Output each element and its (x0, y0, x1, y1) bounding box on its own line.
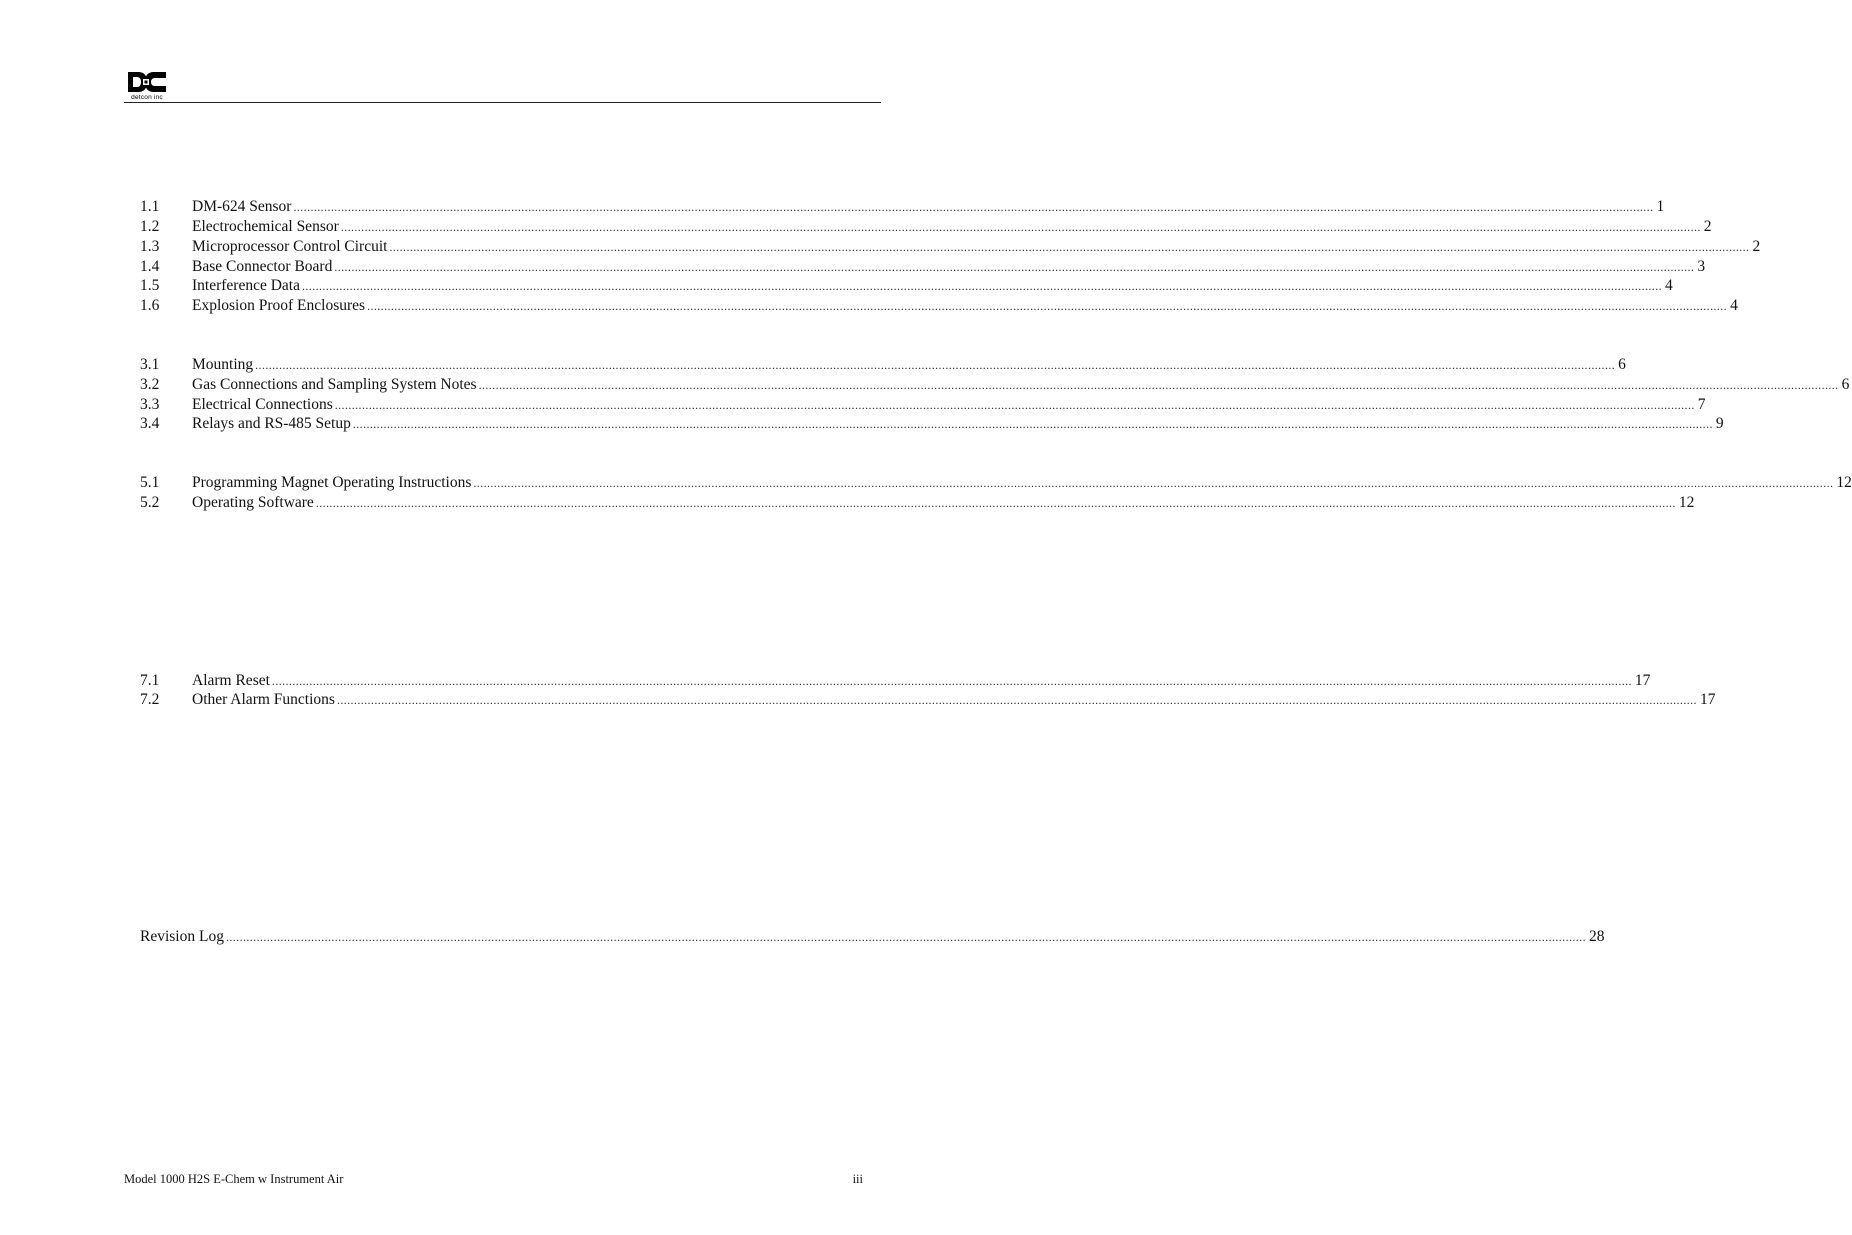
toc-leader-dots: ................................................................................................................................................................................................................................................................................................................................................................................................................ (255, 358, 1616, 372)
toc-section-title: Microprocessor Control Circuit (192, 238, 388, 255)
toc-section-number: 1.3 (140, 238, 160, 255)
toc-section-number: 1.1 (140, 198, 160, 215)
toc-section-number: 5.1 (140, 474, 160, 491)
toc-entry[interactable] (140, 217, 1712, 237)
toc-entry[interactable] (140, 355, 1626, 375)
toc-section-title: Alarm Reset (192, 672, 270, 689)
toc-entry[interactable] (140, 197, 1665, 217)
toc-leader-dots: ................................................................................................................................................................................................................................................................................................................................................................................................................ (225, 930, 1586, 944)
toc-page-number: 28 (1588, 928, 1605, 945)
toc-leader-dots: ................................................................................................................................................................................................................................................................................................................................................................................................................ (389, 240, 1750, 254)
header-divider (124, 102, 881, 103)
toc-section-title: Programming Magnet Operating Instructions (192, 474, 472, 491)
toc-entry[interactable] (140, 473, 1852, 493)
toc-page-number: 2 (1752, 238, 1761, 255)
toc-section-title: DM-624 Sensor (192, 198, 292, 215)
toc-entry[interactable] (140, 690, 1716, 710)
toc-leader-dots: ................................................................................................................................................................................................................................................................................................................................................................................................................ (334, 260, 1695, 274)
toc-page-number: 1 (1656, 198, 1665, 215)
toc-section-number: 1.4 (140, 258, 160, 275)
toc-section-number: 3.1 (140, 356, 160, 373)
toc-page-number: 17 (1634, 672, 1651, 689)
toc-section-title: Gas Connections and Sampling System Notes (192, 376, 477, 393)
toc-page-number: 12 (1678, 494, 1695, 511)
detcon-logo (124, 70, 170, 104)
toc-leader-dots: ................................................................................................................................................................................................................................................................................................................................................................................................................ (302, 279, 1662, 293)
toc-page-number: 2 (1703, 218, 1712, 235)
toc-section-title: Mounting (192, 356, 254, 373)
toc-section-number: 1.6 (140, 297, 160, 314)
toc-section-title: Operating Software (192, 494, 314, 511)
toc-leader-dots: ................................................................................................................................................................................................................................................................................................................................................................................................................ (473, 476, 1834, 490)
toc-leader-dots: ................................................................................................................................................................................................................................................................................................................................................................................................................ (293, 200, 1654, 214)
toc-section-title: Explosion Proof Enclosures (192, 297, 366, 314)
toc-section-title: Electrical Connections (192, 396, 333, 413)
toc-page-number: 3 (1697, 258, 1706, 275)
toc-entry[interactable] (140, 375, 1850, 395)
toc-page-number: 6 (1618, 356, 1626, 373)
toc-entry-revision-log[interactable] (140, 927, 1605, 947)
toc-section-number: 7.1 (140, 672, 160, 689)
footer-document-title: Model 1000 H2S E-Chem w Instrument Air (124, 1172, 344, 1186)
toc-section-title: Electrochemical Sensor (192, 218, 339, 235)
toc-section-title: Base Connector Board (192, 258, 333, 275)
toc-section-number: 3.4 (140, 415, 160, 432)
toc-leader-dots: ................................................................................................................................................................................................................................................................................................................................................................................................................ (340, 220, 1701, 234)
toc-section-title: Interference Data (192, 277, 300, 294)
toc-entry[interactable] (140, 493, 1695, 513)
toc-section-title: Relays and RS-485 Setup (192, 415, 351, 432)
toc-entry[interactable] (140, 671, 1651, 691)
toc-page-number: 12 (1836, 474, 1852, 491)
toc-section-title: Revision Log (140, 928, 224, 945)
toc-page-number: 6 (1841, 376, 1850, 393)
page-header (124, 70, 881, 104)
toc-entry[interactable] (140, 237, 1761, 257)
toc-section-number: 3.2 (140, 376, 160, 393)
footer-page-number: iii (852, 1172, 863, 1186)
toc-section-number: 7.2 (140, 691, 160, 708)
toc-section-title: Other Alarm Functions (192, 691, 335, 708)
toc-section-number: 1.5 (140, 277, 160, 294)
toc-leader-dots: ................................................................................................................................................................................................................................................................................................................................................................................................................ (367, 299, 1728, 313)
toc-leader-dots: ................................................................................................................................................................................................................................................................................................................................................................................................................ (271, 674, 1632, 688)
toc-leader-dots: ................................................................................................................................................................................................................................................................................................................................................................................................................ (478, 378, 1839, 392)
logo-text: detcon inc (131, 94, 163, 101)
toc-section-number: 3.3 (140, 396, 160, 413)
toc-entry[interactable] (140, 296, 1738, 316)
toc-leader-dots: ................................................................................................................................................................................................................................................................................................................................................................................................................ (336, 693, 1697, 707)
toc-entry[interactable] (140, 276, 1673, 296)
toc-leader-dots: ................................................................................................................................................................................................................................................................................................................................................................................................................ (352, 417, 1713, 431)
toc-entry[interactable] (140, 414, 1724, 434)
toc-entry[interactable] (140, 395, 1706, 415)
toc-page-number: 9 (1715, 415, 1724, 432)
toc-entry[interactable] (140, 257, 1706, 277)
toc-section-number: 1.2 (140, 218, 160, 235)
toc-page-number: 7 (1697, 396, 1706, 413)
detcon-logo-icon (124, 70, 170, 94)
toc-section-number: 5.2 (140, 494, 160, 511)
toc-page-number: 4 (1730, 297, 1738, 314)
toc-leader-dots: ................................................................................................................................................................................................................................................................................................................................................................................................................ (334, 398, 1695, 412)
toc-page-number: 17 (1699, 691, 1716, 708)
toc-page-number: 4 (1665, 277, 1673, 294)
toc-leader-dots: ................................................................................................................................................................................................................................................................................................................................................................................................................ (315, 496, 1676, 510)
